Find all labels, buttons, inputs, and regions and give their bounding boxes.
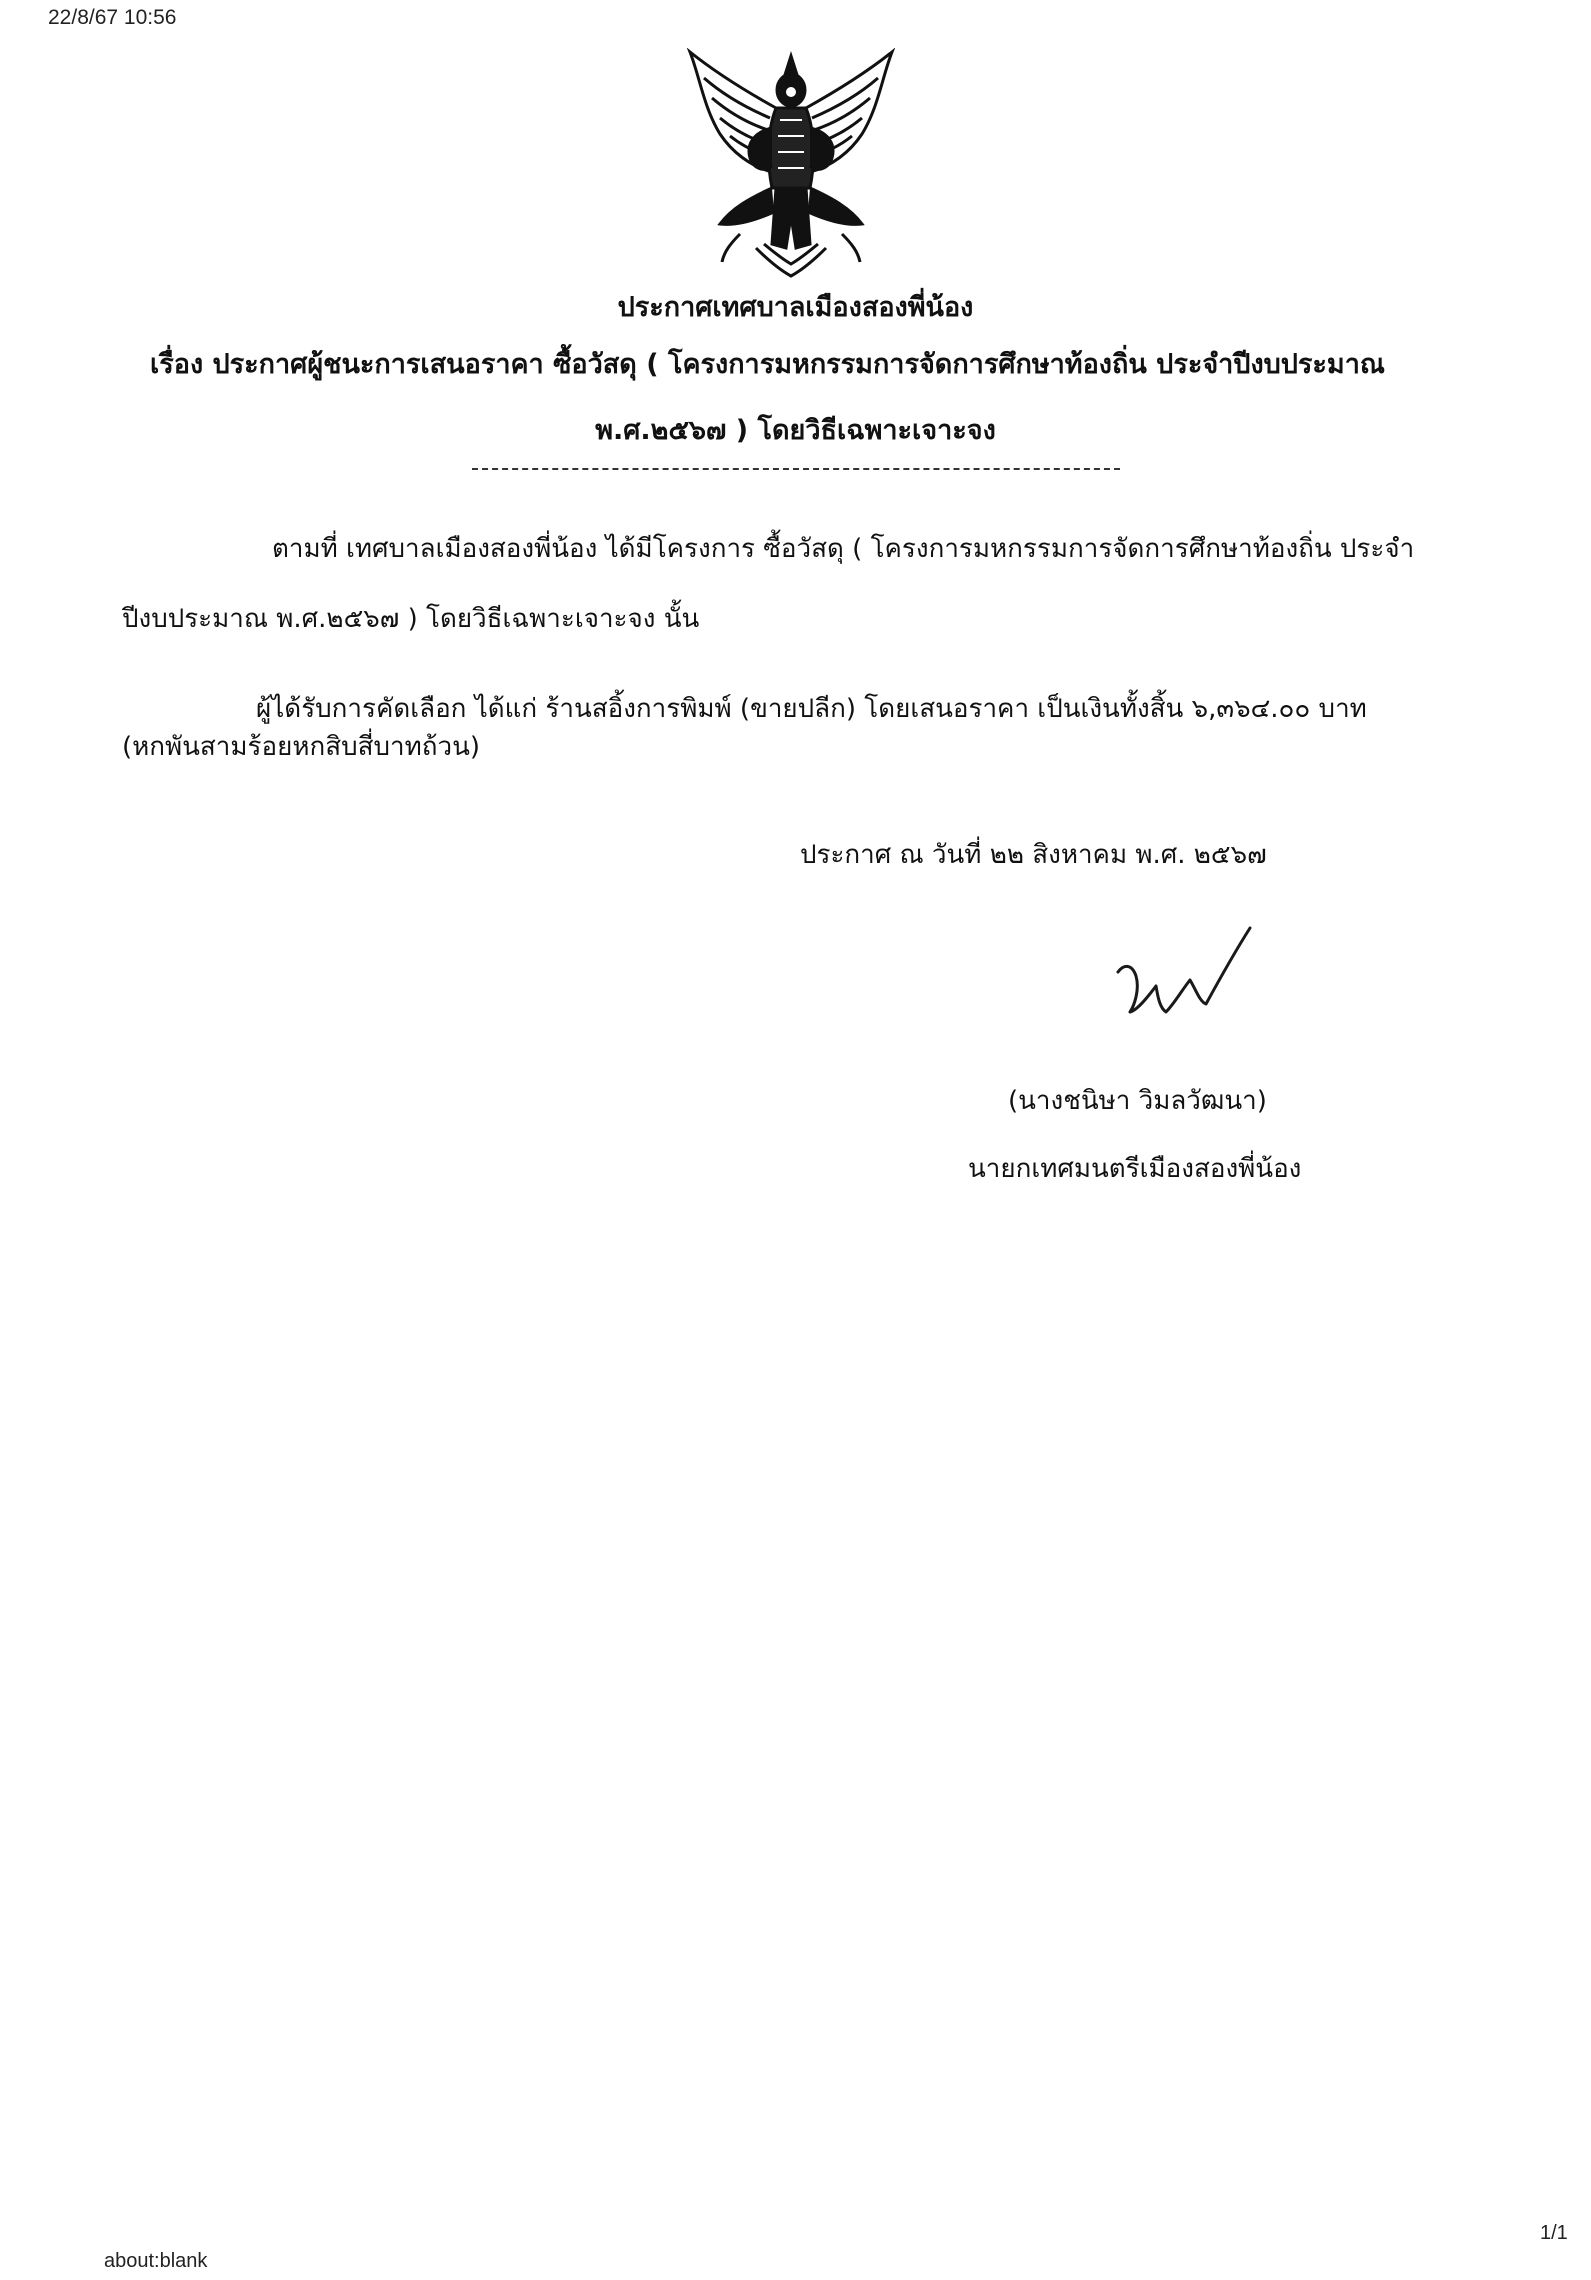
print-page-count: 1/1 [1540, 2222, 1568, 2244]
handwritten-signature-icon [1110, 920, 1260, 1030]
announce-date: ประกาศ ณ วันที่ ๒๒ สิงหาคม พ.ศ. ๒๕๖๗ [800, 840, 1267, 870]
signer-name: (นางชนิษา วิมลวัฒนา) [1008, 1086, 1267, 1116]
print-footer-url: about:blank [104, 2250, 208, 2272]
document-title: ประกาศเทศบาลเมืองสองพี่น้อง [617, 292, 974, 323]
print-header-datetime: 22/8/67 10:56 [48, 6, 177, 29]
signer-position: นายกเทศมนตรีเมืองสองพี่น้อง [968, 1154, 1302, 1184]
paragraph1-line1: ตามที่ เทศบาลเมืองสองพี่น้อง ได้มีโครงการ ซื้อวัสดุ ( โครงการมหกรรมการจัดการศึกษาท้องถิ่น ประจำ [272, 534, 1415, 564]
paragraph1-line2: ปีงบประมาณ พ.ศ.๒๕๖๗ ) โดยวิธีเฉพาะเจาะจง นั้น [122, 604, 700, 634]
separator-rule [472, 468, 1120, 470]
document-subject-line1: เรื่อง ประกาศผู้ชนะการเสนอราคา ซื้อวัสดุ ( โครงการมหกรรมการจัดการศึกษาท้องถิ่น ประจำปีงบประมาณ [150, 349, 1385, 380]
garuda-emblem-icon [680, 48, 902, 280]
document-subject-line2: พ.ศ.๒๕๖๗ ) โดยวิธีเฉพาะเจาะจง [595, 415, 996, 446]
paragraph2-line2: (หกพันสามร้อยหกสิบสี่บาทถ้วน) [122, 732, 480, 762]
paragraph2-line1: ผู้ได้รับการคัดเลือก ได้แก่ ร้านสอิ้งการพิมพ์ (ขายปลีก) โดยเสนอราคา เป็นเงินทั้งสิ้น ๖,๓๖๔.๐๐ บาท [256, 694, 1367, 724]
